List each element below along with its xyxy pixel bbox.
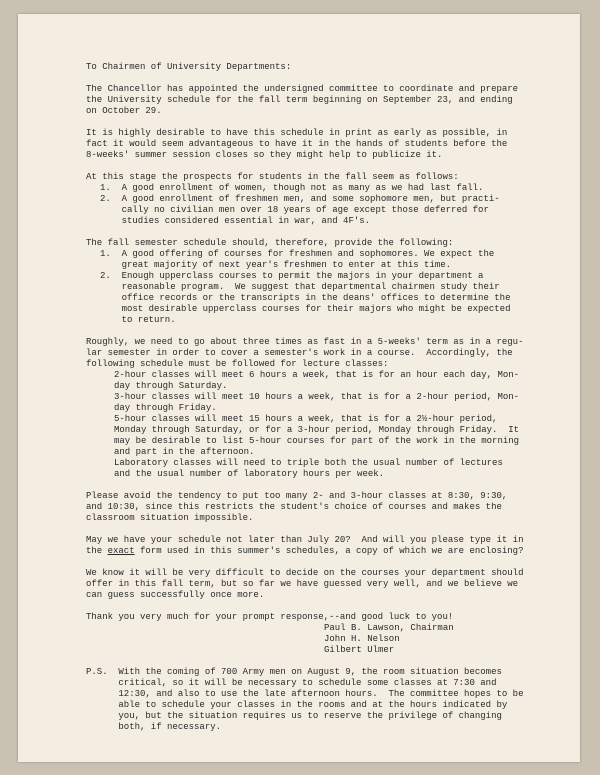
underlined-word: exact <box>107 546 135 556</box>
text-line: and 10:30, since this restricts the student's choice of courses and makes the <box>86 502 502 512</box>
text-line: fact it would seem advantageous to have it in the hands of students before the <box>86 139 508 149</box>
list-item: 2. A good enrollment of freshmen men, and some sophomore men, but practi- <box>100 194 500 204</box>
text-line: lar semester in order to cover a semester's work in a course. Accordingly, the <box>86 348 513 358</box>
list-item: Monday through Saturday, or for a 3-hour period, Monday through Friday. It <box>114 425 520 435</box>
text-fragment: the <box>86 546 108 556</box>
list-item: most desirable upperclass courses for their majors who might be expected <box>100 304 511 314</box>
text-line: following schedule must be followed for lecture classes: <box>86 359 389 369</box>
list-item: great majority of next year's freshmen to enter at this time. <box>100 260 452 270</box>
text-line: It is highly desirable to have this schedule in print as early as possible, in <box>86 128 508 138</box>
text-line: the University schedule for the fall term beginning on September 23, and ending <box>86 95 513 105</box>
list-item: Laboratory classes will need to triple both the usual number of lectures <box>114 458 503 468</box>
text-line: can guess successfully once more. <box>86 590 265 600</box>
text-line: you, but the situation requires us to reserve the privilege of changing <box>86 711 502 721</box>
list-item: 1. A good enrollment of women, though not as many as we had last fall. <box>100 183 484 193</box>
list-item: 5-hour classes will meet 15 hours a week, that is for a 2½-hour period, <box>114 414 498 424</box>
list-item: day through Friday. <box>114 403 217 413</box>
text-line: both, if necessary. <box>86 722 222 732</box>
paper-sheet <box>18 14 580 762</box>
text-line: able to schedule your classes in the rooms and at the hours indicated by <box>86 700 508 710</box>
text-line: on October 29. <box>86 106 162 116</box>
list-item: may be desirable to list 5-hour courses for part of the work in the morning <box>114 436 520 446</box>
text-line: At this stage the prospects for students in the fall seem as follows: <box>86 172 459 182</box>
paragraph-pace <box>86 337 566 480</box>
text-line: Please avoid the tendency to put too many 2- and 3-hour classes at 8:30, 9:30, <box>86 491 508 501</box>
list-item: studies considered essential in war, and 4F's. <box>100 216 371 226</box>
list-item: 1. A good offering of courses for freshmen and sophomores. We expect the <box>100 249 495 259</box>
list-item: to return. <box>100 315 176 325</box>
paragraph-committee <box>86 84 566 117</box>
list-item: cally no civilian men over 18 years of age except those deferred for <box>100 205 489 215</box>
paragraph-deadline <box>86 535 566 557</box>
text-line: critical, so it will be necessary to schedule some classes at 7:30 and <box>86 678 497 688</box>
paragraph-difficulty <box>86 568 566 601</box>
text-line: Roughly, we need to go about three times as fast in a 5-weeks' term as in a regu- <box>86 337 524 347</box>
postscript <box>86 667 566 733</box>
text-line: P.S. With the coming of 700 Army men on August 9, the room situation becomes <box>86 667 502 677</box>
signatory: Paul B. Lawson, Chairman <box>324 623 454 633</box>
list-item: office records or the transcripts in the deans' offices to determine the <box>100 293 511 303</box>
signature-block <box>86 623 566 656</box>
signatory: John H. Nelson <box>324 634 400 644</box>
paragraph-schedule-provide <box>86 238 566 326</box>
salutation: To Chairmen of University Departments: <box>86 62 292 72</box>
text-line: The fall semester schedule should, therefore, provide the following: <box>86 238 454 248</box>
list-item: 2-hour classes will meet 6 hours a week, that is for an hour each day, Mon- <box>114 370 520 380</box>
text-line: classroom situation impossible. <box>86 513 254 523</box>
paragraph-print-early <box>86 128 566 161</box>
list-item: 3-hour classes will meet 10 hours a week, that is for a 2-hour period, Mon- <box>114 392 520 402</box>
signatory: Gilbert Ulmer <box>324 645 395 655</box>
text-line <box>86 546 566 557</box>
paragraph-prospects <box>86 172 566 227</box>
paragraph-avoid-tendency <box>86 491 566 524</box>
text-fragment: form used in this summer's schedules, a copy of which we are enclosing? <box>134 546 524 556</box>
list-item: and the usual number of laboratory hours per week. <box>114 469 385 479</box>
text-line: 8-weeks' summer session closes so they might help to publicize it. <box>86 150 443 160</box>
text-line: May we have your schedule not later than July 20? And will you please type it in <box>86 535 524 545</box>
closing-line: Thank you very much for your prompt response,--and good luck to you! <box>86 612 454 622</box>
text-line: offer in this fall term, but so far we have guessed very well, and we believe we <box>86 579 519 589</box>
list-item: 2. Enough upperclass courses to permit the majors in your department a <box>100 271 484 281</box>
list-item: reasonable program. We suggest that departmental chairmen study their <box>100 282 500 292</box>
text-line: The Chancellor has appointed the undersigned committee to coordinate and prepare <box>86 84 519 94</box>
text-line: We know it will be very difficult to decide on the courses your department should <box>86 568 524 578</box>
list-item: and part in the afternoon. <box>114 447 255 457</box>
text-line: 12:30, and also to use the late afternoon hours. The committee hopes to be <box>86 689 524 699</box>
letter-body <box>86 62 566 733</box>
list-item: day through Saturday. <box>114 381 228 391</box>
